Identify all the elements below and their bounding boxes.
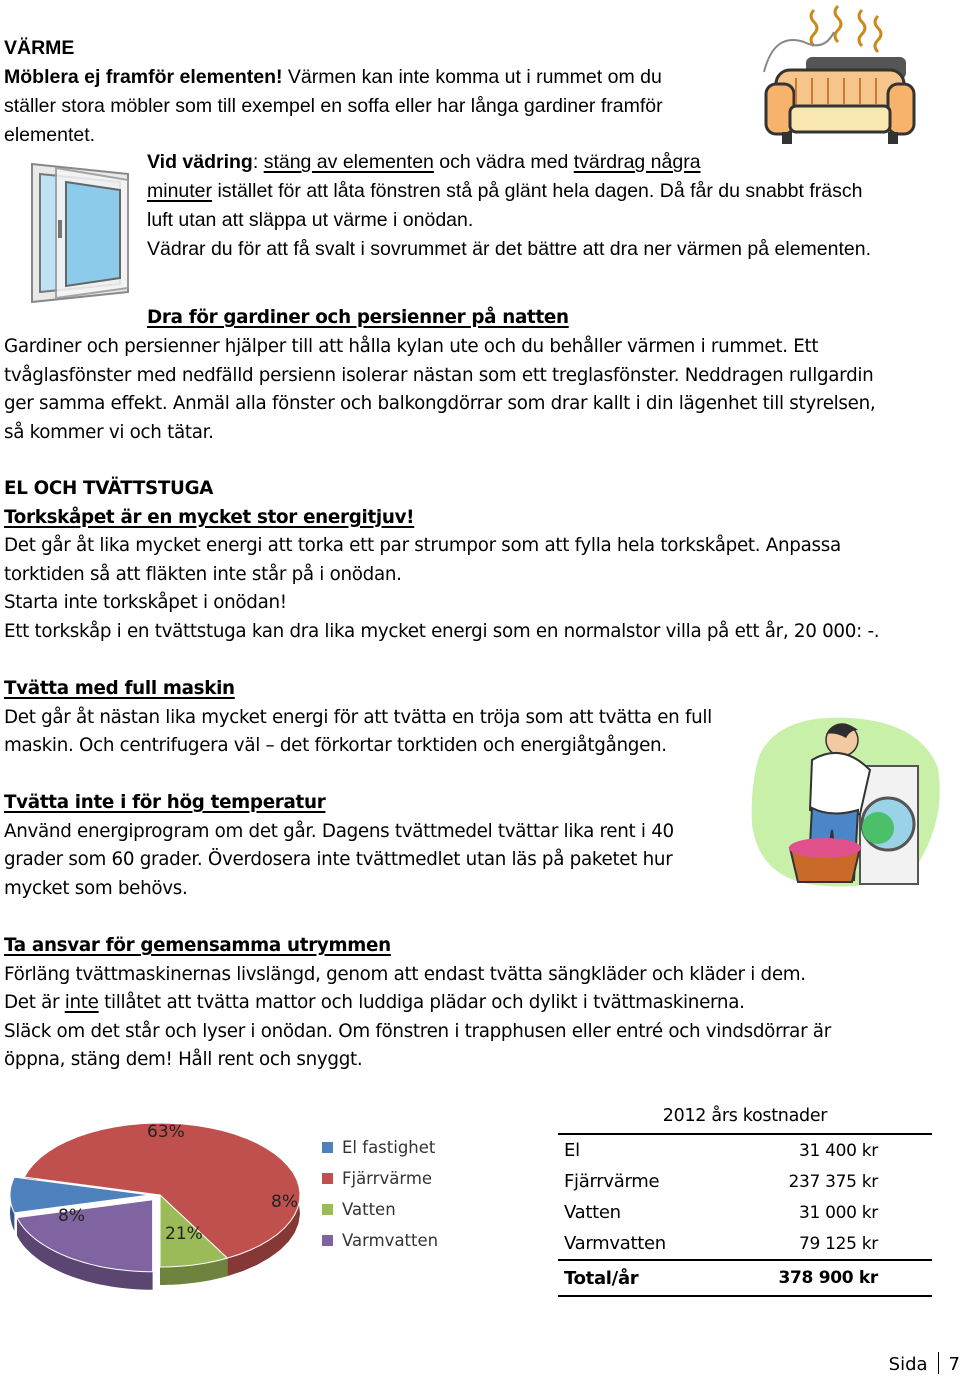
pie-label-el-fastighet: 8%: [58, 1206, 85, 1226]
legend-item-el-fastighet: El fastighet: [322, 1138, 435, 1157]
shared-spaces-line: Släck om det står och lyser i onödan. Om fönstren i trapphusen eller entré och vindsdörrar är: [4, 1020, 831, 1042]
drying-cabinet-line: Det går åt lika mycket energi att torka ett par strumpor som att fylla hela torkskåpet. Anpassa: [4, 535, 841, 557]
table-row: [558, 1228, 932, 1260]
footer-label: Sida: [888, 1354, 928, 1375]
cost-label: El: [558, 1134, 714, 1166]
full-machine-line: maskin. Och centrifugera väl – det förkortar torktiden och energiåtgången.: [4, 735, 667, 757]
washing-machine-icon: [750, 714, 942, 890]
cost-value: 79 125 kr: [714, 1228, 932, 1260]
window-icon: [28, 160, 132, 305]
table-row-total: [558, 1260, 932, 1296]
temperature-line: grader som 60 grader. Överdosera inte tvättmedlet utan läs på paketet hur: [4, 849, 673, 871]
total-label: Total/år: [558, 1260, 714, 1296]
page-footer: [889, 1352, 960, 1375]
curtains-line: ger samma effekt. Anmäl alla fönster och balkongdörrar som drar kallt i din lägenhet till styrelsen,: [4, 393, 876, 415]
furniture-paragraph: Möblera ej framför elementen! Värmen kan inte komma ut i rummet om du: [4, 66, 662, 88]
airing-paragraph-line: luft utan att släppa ut värme i onödan.: [147, 209, 474, 231]
costs-title: 2012 års kostnader: [662, 1106, 828, 1126]
drying-cabinet-line: Ett torkskåp i en tvättstuga kan dra lika mycket energi som en normalstor villa på ett år, 20 000: -.: [4, 620, 880, 642]
cost-value: 31 400 kr: [714, 1134, 932, 1166]
full-machine-line: Det går åt nästan lika mycket energi för att tvätta en tröja som att tvätta en full: [4, 706, 712, 728]
curtains-line: tvåglasfönster med nedfälld persienn isolerar nästan som ett treglasfönster. Neddragen rullgardin: [4, 364, 874, 386]
curtains-line: Gardiner och persienner hjälper till att hålla kylan ute och du behåller värmen i rummet. Ett: [4, 336, 819, 357]
airing-paragraph: Vid vädring: stäng av elementen och vädra med tvärdrag några: [147, 151, 701, 173]
cost-pie-chart: [0, 1100, 480, 1300]
table-row: [558, 1166, 932, 1197]
drying-cabinet-line: Starta inte torkskåpet i onödan!: [4, 592, 287, 614]
section-heading-varme: VÄRME: [4, 37, 75, 59]
sofa-radiator-icon: [756, 2, 916, 152]
cost-value: 31 000 kr: [798, 1202, 878, 1223]
temperature-line: mycket som behövs.: [4, 877, 188, 899]
total-value: 378 900 kr: [714, 1260, 932, 1296]
legend-item-varmvatten: Varmvatten: [322, 1231, 438, 1250]
full-machine-heading: Tvätta med full maskin: [4, 678, 235, 699]
table-row: [558, 1134, 932, 1166]
furniture-paragraph-line: ställer stora möbler som till exempel en soffa eller har långa gardiner framför: [4, 95, 663, 117]
temperature-heading: Tvätta inte i för hög temperatur: [4, 792, 326, 813]
legend-item-vatten: Vatten: [322, 1200, 396, 1219]
costs-table: [558, 1133, 932, 1297]
shared-spaces-line: Det är inte tillåtet att tvätta mattor och luddiga plädar och dylikt i tvättmaskinerna.: [4, 992, 745, 1014]
shared-spaces-heading: Ta ansvar för gemensamma utrymmen: [4, 935, 391, 956]
furniture-paragraph-line: elementet.: [4, 124, 96, 146]
pie-label-varmvatten: 21%: [165, 1224, 203, 1244]
pie-label-vatten: 8%: [271, 1192, 298, 1212]
shared-spaces-line: öppna, stäng dem! Håll rent och snyggt.: [4, 1049, 363, 1071]
pie-label-fjarrvarme: 63%: [147, 1122, 185, 1142]
section-heading-el: EL OCH TVÄTTSTUGA: [4, 478, 214, 499]
legend-item-fjarrvarme: Fjärrvärme: [322, 1169, 432, 1188]
airing-paragraph-line: minuter istället för att låta fönstren stå på glänt hela dagen. Då får du snabbt fräsch: [147, 180, 863, 202]
table-row: [558, 1197, 932, 1228]
drying-cabinet-line: torktiden så att fläkten inte står på i onödan.: [4, 563, 402, 585]
curtains-line: så kommer vi och tätar.: [4, 421, 214, 443]
cost-label: Vatten: [564, 1202, 621, 1223]
cost-label: Fjärrvärme: [564, 1171, 660, 1192]
temperature-line: Använd energiprogram om det går. Dagens tvättmedel tvättar lika rent i 40: [4, 820, 674, 842]
shared-spaces-line: Förläng tvättmaskinernas livslängd, genom att endast tvätta sängkläder och kläder i dem.: [4, 963, 806, 985]
drying-cabinet-heading: Torkskåpet är en mycket stor energitjuv!: [4, 506, 415, 528]
cost-label: Varmvatten: [558, 1228, 714, 1260]
cost-value: 237 375 kr: [788, 1171, 878, 1192]
page-number: 7: [948, 1354, 960, 1375]
curtains-heading: Dra för gardiner och persienner på natten: [147, 307, 569, 328]
airing-paragraph-line: Vädrar du för att få svalt i sovrummet är det bättre att dra ner värmen på elementen.: [147, 238, 872, 260]
